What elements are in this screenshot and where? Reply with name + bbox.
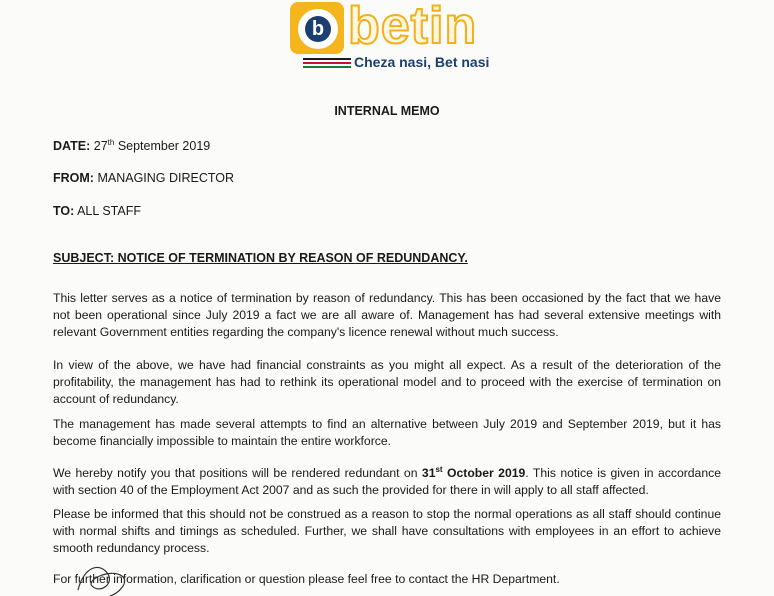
- paragraph-2: In view of the above, we have had financial constraints as you might all expect. As a result of the deterioration of the profitability, the management has had to rethink its operational model and to proceed with the exercise of termination on account of redundancy.: [53, 358, 721, 406]
- memo-date: [53, 138, 210, 153]
- memo-subject: SUBJECT: NOTICE OF TERMINATION BY REASON OF REDUNDANCY.: [53, 251, 468, 265]
- paragraph-5: Please be informed that this should not be construed as a reason to stop the normal operations as all staff should continue with normal shifts and timings as scheduled. Further, we shall have consultations with employees in an effort to achieve smooth redundancy process.: [53, 507, 721, 555]
- date-suffix: th: [107, 138, 115, 147]
- memo-to: [53, 204, 141, 218]
- logo-wordmark: betin: [348, 0, 478, 55]
- date-label: DATE:: [53, 139, 91, 154]
- p4-pre: We hereby notify you that positions will be rendered redundant on: [53, 466, 422, 481]
- to-label: TO:: [53, 204, 75, 218]
- p4-date-suffix: st: [435, 465, 443, 474]
- p4-date-rest: October 2019: [442, 466, 526, 481]
- logo-tagline: Cheza nasi, Bet nasi: [354, 54, 490, 70]
- date-rest: September 2019: [117, 139, 211, 154]
- to-value: ALL STAFF: [77, 204, 141, 218]
- p4-date: [422, 466, 525, 480]
- paragraph-1: This letter serves as a notice of termination by reason of redundancy. This has been occasioned by the fact that we have not been operational since July 2019 a fact we are all aware of. Management has had several extensive meetings with relevant Government entities regarding the company's licence renewal without much success.: [53, 291, 721, 339]
- logo-badge: [290, 2, 344, 54]
- from-value: MANAGING DIRECTOR: [97, 171, 235, 185]
- kenya-flag-stripes: [303, 58, 351, 66]
- from-label: FROM:: [53, 171, 94, 185]
- paragraph-3: The management has made several attempts to find an alternative between July 2019 and September 2019, but it has become financially impossible to maintain the entire workforce.: [53, 417, 721, 448]
- memo-from: [53, 171, 234, 185]
- signature-scribble: [70, 560, 140, 596]
- p4-date-day: 31: [421, 466, 436, 481]
- logo-mark-letter: b: [305, 16, 331, 42]
- betin-logo: [290, 0, 490, 72]
- date-day: 27: [93, 139, 108, 154]
- logo-ring: [298, 9, 338, 49]
- paragraph-4: [53, 461, 721, 499]
- p4-post: . This notice is given in accordance with section 40 of the Employment Act 2007 and as such the provided for there in will apply to all staff affected.: [53, 466, 721, 498]
- paragraph-6: For further information, clarification or question please feel free to contact the HR Department.: [53, 572, 560, 586]
- memo-title: INTERNAL MEMO: [334, 104, 440, 118]
